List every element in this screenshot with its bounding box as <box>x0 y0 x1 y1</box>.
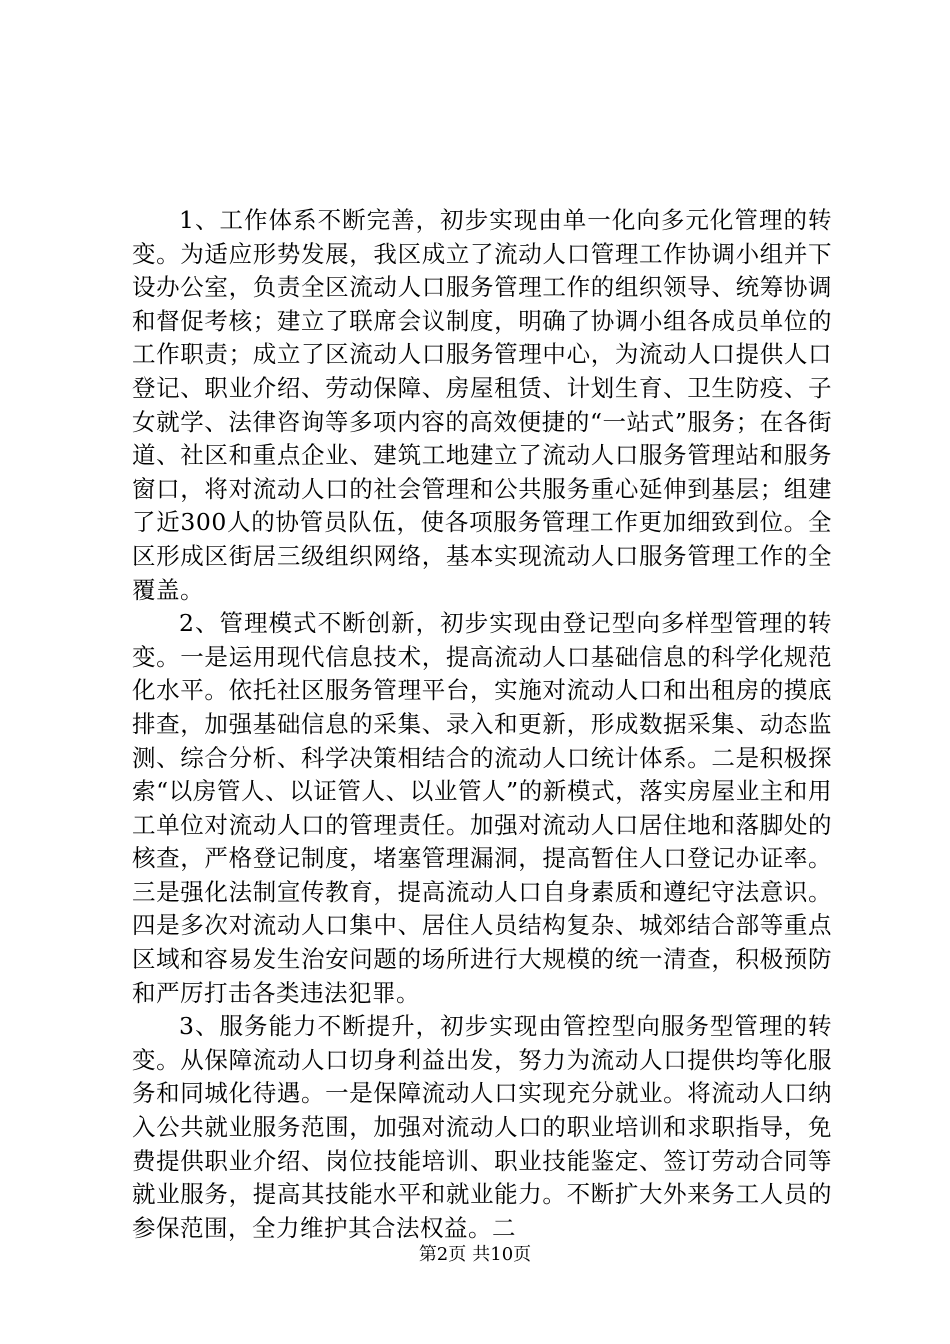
page-footer <box>0 1243 950 1267</box>
document-body <box>132 204 832 1245</box>
page-number-current: 第2页 <box>418 1244 467 1265</box>
page-number-total: 共10页 <box>472 1244 532 1265</box>
paragraph-management-mode: 2、管理模式不断创新，初步实现由登记型向多样型管理的转变。一是运用现代信息技术，提高流动人口基础信息的科学化规范化水平。依托社区服务管理平台，实施对流动人口和出租房的摸底排查，加强基础信息的采集、录入和更新，形成数据采集、动态监测、综合分析、科学决策相结合的流动人口统计体系。二是积极探索“以房管人、以证管人、以业管人”的新模式，落实房屋业主和用工单位对流动人口的管理责任。加强对流动人口居住地和落脚处的核查，严格登记制度，堵塞管理漏洞，提高暂住人口登记办证率。三是强化法制宣传教育，提高流动人口自身素质和遵纪守法意识。四是多次对流动人口集中、居住人员结构复杂、城郊结合部等重点区域和容易发生治安问题的场所进行大规模的统一清查，积极预防和严厉打击各类违法犯罪。 <box>132 609 832 1007</box>
paragraph-work-system: 1、工作体系不断完善，初步实现由单一化向多元化管理的转变。为适应形势发展，我区成立了流动人口管理工作协调小组并下设办公室，负责全区流动人口服务管理工作的组织领导、统筹协调和督促考核；建立了联席会议制度，明确了协调小组各成员单位的工作职责；成立了区流动人口服务管理中心，为流动人口提供人口登记、职业介绍、劳动保障、房屋租赁、计划生育、卫生防疫、子女就学、法律咨询等多项内容的高效便捷的“一站式”服务；在各街道、社区和重点企业、建筑工地建立了流动人口服务管理站和服务窗口，将对流动人口的社会管理和公共服务重心延伸到基层；组建了近300人的协管员队伍，使各项服务管理工作更加细致到位。全区形成区街居三级组织网络，基本实现流动人口服务管理工作的全覆盖。 <box>132 206 832 604</box>
paragraph-service-capacity: 3、服务能力不断提升，初步实现由管控型向服务型管理的转变。从保障流动人口切身利益出发，努力为流动人口提供均等化服务和同城化待遇。一是保障流动人口实现充分就业。将流动人口纳入公共就业服务范围，加强对流动人口的职业培训和求职指导，免费提供职业介绍、岗位技能培训、职业技能鉴定、签订劳动合同等就业服务，提高其技能水平和就业能力。不断扩大外来务工人员的参保范围，全力维护其合法权益。二 <box>132 1012 832 1242</box>
